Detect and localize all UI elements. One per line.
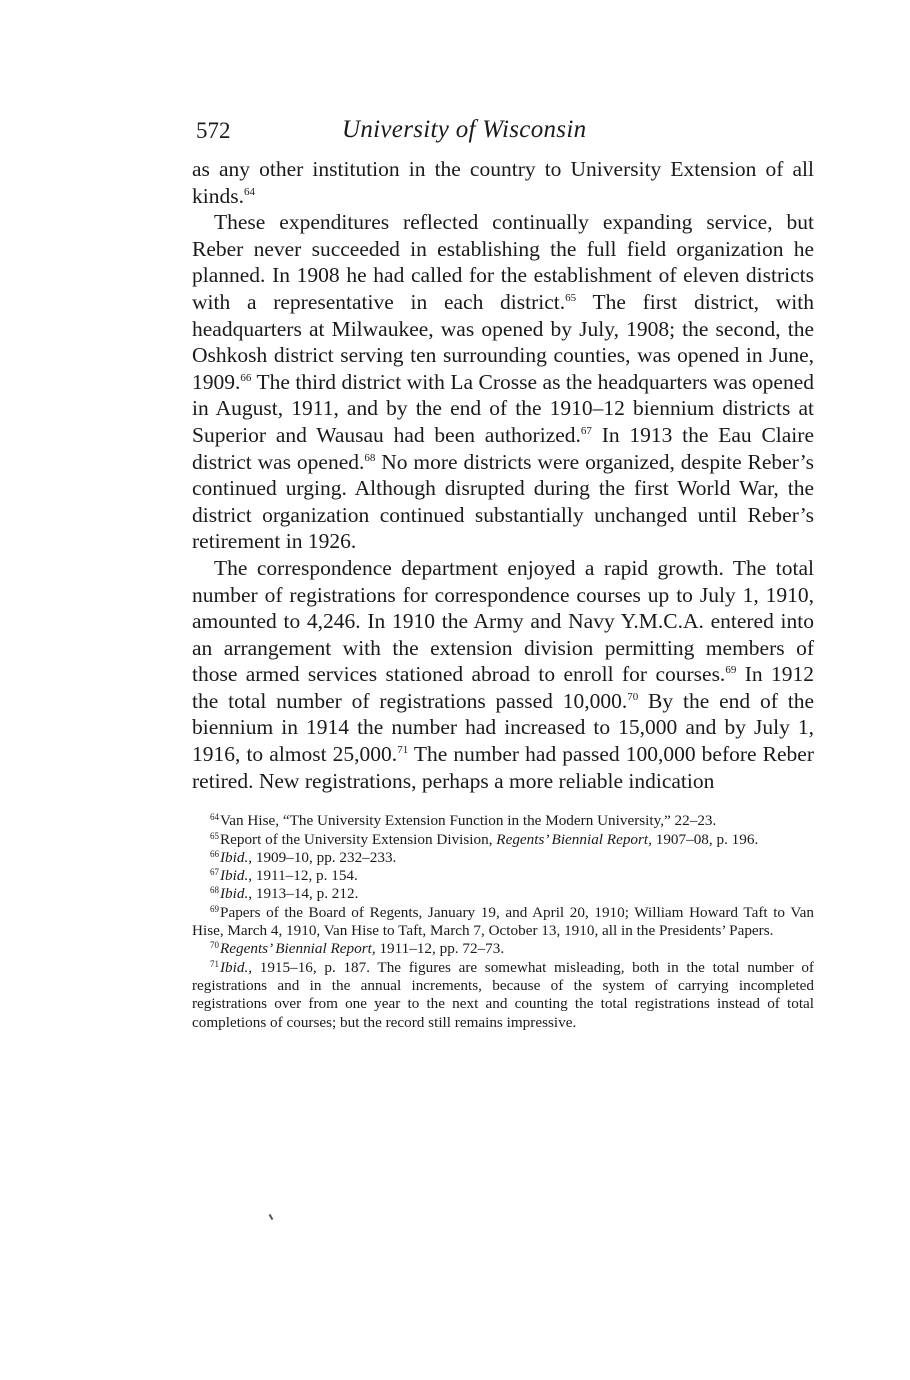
- paragraph-text: The first district, with headquarters at Milwaukee, was opened by July, 1908; the second, the Oshkosh district serving ten surrounding counties, was opened in June, 1909.: [192, 289, 815, 394]
- footnote: [192, 959, 814, 1032]
- footnote-reference: 65: [565, 291, 577, 304]
- paragraph-text: No more districts were organized, despite Reber’s continued urging. Although disrupted during the first World War, the district organization continued substantially unchanged until Reber’s retirement in 1926.: [192, 449, 814, 554]
- paragraph-text: By the end of the biennium in 1914 the number had increased to 15,000 and by July 1, 1916, to almost 25,000.: [192, 688, 814, 767]
- paragraph-text: The correspondence department enjoyed a rapid growth. The total number of registrations for correspondence courses up to July 1, 1910, amounted to 4,246. In 1910 the Army and Navy Y.M.C.A. entered into an arrangement with the extension division permitting members of those armed services stationed abroad to enroll for courses.: [192, 555, 814, 687]
- footnote-number: 65: [210, 830, 219, 841]
- paragraph: [192, 555, 814, 794]
- paragraph: [192, 156, 814, 209]
- footnote: [192, 831, 814, 849]
- footnote: [192, 885, 814, 903]
- paragraph-text: The number had passed 100,000 before Reber retired. New registrations, perhaps a more reliable indication: [192, 742, 814, 793]
- footnote: [192, 849, 814, 867]
- footnote-number: 71: [210, 958, 219, 969]
- footnote-text: Regents’ Biennial Report,: [496, 830, 652, 848]
- footnote-text: Regents’ Biennial Report,: [220, 940, 376, 958]
- running-title: University of Wisconsin: [342, 116, 587, 143]
- footnote-number: 69: [210, 903, 219, 914]
- footnote-number: 66: [210, 848, 219, 859]
- footnote-reference: 68: [364, 451, 376, 464]
- footnotes: [192, 812, 814, 1032]
- paragraph: [192, 209, 814, 555]
- paragraph-text: The third district with La Crosse as the headquarters was opened in August, 1911, and by the end of the 1910–12 biennium districts at Superior and Wausau had been authorized.: [192, 369, 814, 447]
- page-number: 572: [196, 118, 231, 143]
- footnote-text: Van Hise, “The University Extension Function in the Modern University,” 22–23.: [220, 812, 717, 830]
- footnote: [192, 812, 814, 830]
- footnote-reference: 71: [397, 744, 409, 757]
- paragraph-text: In 1913 the Eau Claire district was opened.: [192, 422, 814, 474]
- footnote: [192, 904, 814, 941]
- footnote-text: Ibid.,: [220, 867, 253, 885]
- footnote-number: 64: [210, 812, 219, 823]
- footnote-text: Report of the University Extension Division,: [220, 830, 497, 848]
- footnote-reference: 69: [725, 664, 737, 677]
- footnote: [192, 940, 814, 958]
- footnote-text: Papers of the Board of Regents, January 19, and April 20, 1910; William Howard Taft to Van Hise, March 4, 1910, Van Hise to Taft, March 7, October 13, 1910, all in the Presidents’ Papers.: [192, 903, 814, 940]
- footnote-number: 68: [210, 885, 219, 896]
- stray-mark: [269, 1214, 274, 1220]
- footnote-reference: 66: [240, 371, 252, 384]
- footnote-reference: 64: [243, 185, 255, 198]
- page-header: [192, 112, 814, 156]
- footnote-text: Ibid.,: [220, 885, 253, 903]
- paragraph-text: as any other institution in the country to University Extension of all kinds.: [192, 157, 814, 208]
- book-page: [192, 112, 814, 1032]
- footnote-text: 1913–14, p. 212.: [252, 885, 359, 903]
- paragraph-text: These expenditures reflected continually expanding service, but Reber never succeeded in establishing the full field organization he planned. In 1908 he had called for the establishment of eleven districts with a representative in each district.: [192, 210, 814, 314]
- footnote-text: Ibid.,: [220, 848, 253, 866]
- footnote-reference: 70: [627, 690, 639, 703]
- footnote-reference: 67: [580, 424, 592, 437]
- body-text: [192, 156, 814, 794]
- footnote-text: 1915–16, p. 187. The figures are somewhat misleading, both in the total number of registrations and in the annual increments, because of the system of carrying incompleted registrations over from one year to the next and counting the total registrations instead of total completions of courses; but the record still remains impressive.: [192, 958, 814, 1031]
- footnote-number: 67: [210, 867, 219, 878]
- footnote-text: Ibid.,: [220, 958, 253, 976]
- footnote-text: 1911–12, pp. 72–73.: [375, 940, 505, 958]
- footnote: [192, 867, 814, 885]
- footnote-number: 70: [210, 940, 219, 951]
- paragraph-text: In 1912 the total number of registrations passed 10,000.: [192, 662, 814, 713]
- footnote-text: 1911–12, p. 154.: [252, 867, 358, 885]
- footnote-text: 1907–08, p. 196.: [651, 830, 759, 848]
- footnote-text: 1909–10, pp. 232–233.: [252, 848, 397, 866]
